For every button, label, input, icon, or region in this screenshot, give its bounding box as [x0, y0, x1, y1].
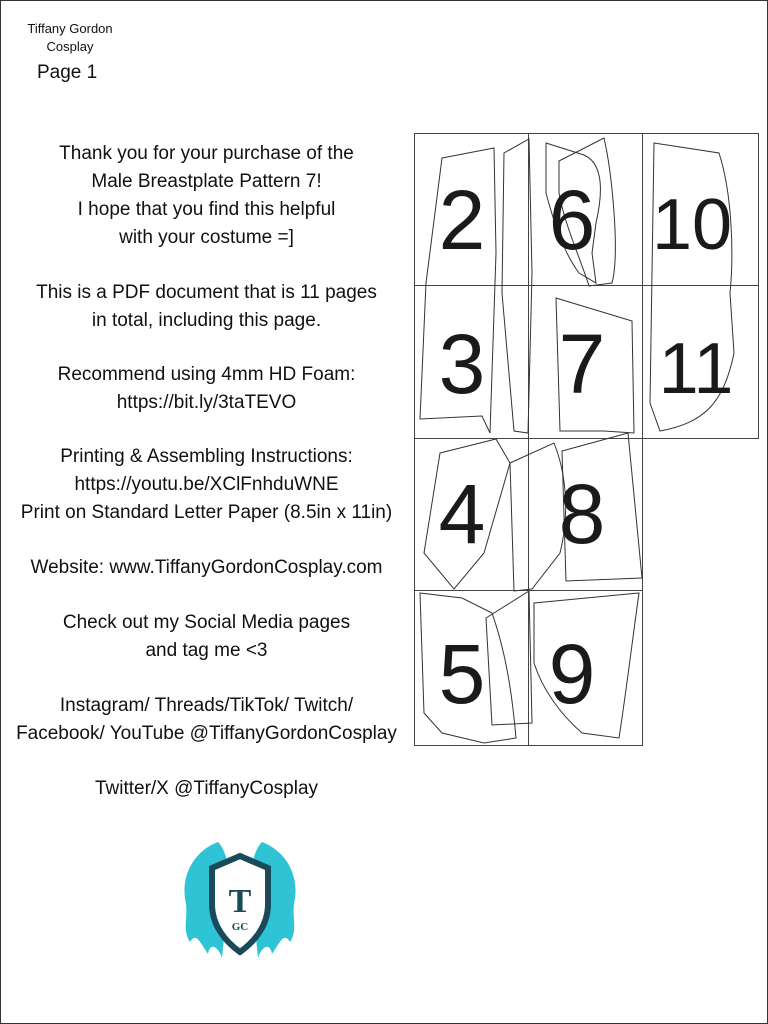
tile-number: 9: [548, 627, 596, 721]
tile-number: 10: [651, 185, 733, 265]
text-line: Print on Standard Letter Paper (8.5in x 11in): [20, 502, 393, 523]
text-line: Facebook/ YouTube @TiffanyGordonCosplay: [16, 723, 397, 744]
text-line: Instagram/ Threads/TikTok/ Twitch/: [59, 695, 354, 716]
tile-number: 11: [658, 329, 734, 409]
link-website[interactable]: Website: www.TiffanyGordonCosplay.com: [30, 557, 383, 578]
logo-initials: GC: [231, 921, 249, 933]
text-line: Male Breastplate Pattern 7!: [91, 171, 322, 192]
pattern-piece: [486, 591, 532, 725]
tile-number: 4: [438, 467, 486, 561]
tile-number: 5: [438, 627, 486, 721]
brand-name: [8, 20, 132, 56]
page-label: Page 1: [37, 62, 98, 83]
tgc-logo: [178, 838, 302, 967]
text-line: Check out my Social Media pages: [62, 612, 351, 633]
text-line: I hope that you find this helpful: [77, 199, 336, 220]
tile-number: 6: [548, 173, 596, 267]
brand-line-2: Cosplay: [46, 39, 94, 54]
tile-number: 3: [438, 317, 486, 411]
tgc-logo-svg: [178, 838, 302, 962]
text-line: Twitter/X @TiffanyCosplay: [94, 778, 319, 799]
link-foam[interactable]: https://bit.ly/3taTEVO: [116, 392, 297, 413]
text-line: and tag me <3: [145, 640, 268, 661]
logo-letter: T: [228, 883, 252, 920]
text-line: Printing & Assembling Instructions:: [60, 446, 353, 467]
page-layout-map: [414, 133, 760, 752]
pattern-piece: [510, 443, 566, 591]
layout-map-svg: [414, 133, 760, 747]
text-line: in total, including this page.: [91, 310, 322, 331]
tile-number: 2: [438, 173, 486, 267]
brand-line-1: Tiffany Gordon: [27, 21, 113, 36]
text-line: Thank you for your purchase of the: [59, 143, 354, 164]
tile-number: 7: [558, 317, 606, 411]
text-line: with your costume =]: [119, 227, 294, 248]
tile-number: 8: [558, 467, 606, 561]
text-line: Recommend using 4mm HD Foam:: [57, 364, 356, 385]
link-video[interactable]: https://youtu.be/XClFnhduWNE: [74, 474, 339, 495]
text-line: This is a PDF document that is 11 pages: [36, 282, 377, 303]
